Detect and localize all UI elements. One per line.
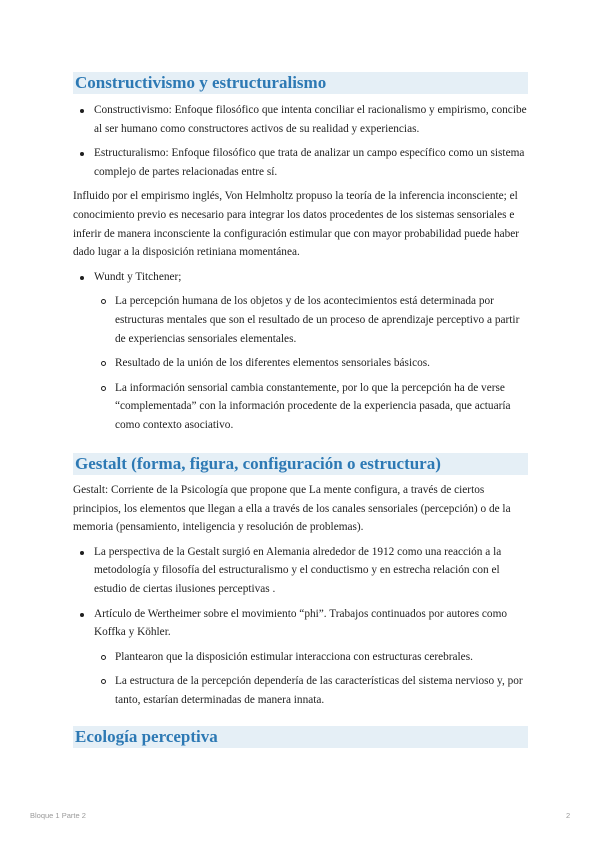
bullet-list <box>73 543 528 642</box>
section-title: Constructivismo y estructuralismo <box>73 72 528 94</box>
footer-left: Bloque 1 Parte 2 <box>30 811 86 820</box>
circle-bullet-icon <box>101 679 106 684</box>
circle-bullet-icon <box>101 655 106 660</box>
sub-list-item: La percepción humana de los objetos y de los acontecimientos está determinada por estructuras mentales que son el resultado de un proceso de aprendizaje perceptivo a partir de experiencias sensoriales elementales. <box>73 292 528 348</box>
list-item: Artículo de Wertheimer sobre el movimiento “phi”. Trabajos continuados por autores como Koffka y Köhler. <box>73 605 528 642</box>
paragraph: Influido por el empirismo inglés, Von Helmholtz propuso la teoría de la inferencia inconsciente; el conocimiento previo es necesario para integrar los datos procedentes de los sistemas sensoriales e inferir de manera inconsciente la configuración estimular que con mayor probabilidad puede haber dado lugar a la disposición retiniana momentánea. <box>73 190 520 259</box>
section-constructivismo <box>73 72 528 435</box>
bullet-list <box>73 268 528 287</box>
sub-list-item: La estructura de la percepción dependería de las características del sistema nervioso y, por tanto, estarían determinadas de manera innata. <box>73 672 528 709</box>
bullet-icon <box>80 152 84 156</box>
bullet-icon <box>80 613 84 617</box>
circle-bullet-icon <box>101 361 106 366</box>
circle-bullet-icon <box>101 386 106 391</box>
bullet-icon <box>80 109 84 113</box>
bullet-icon <box>80 551 84 555</box>
section-ecologia <box>73 726 528 748</box>
page-number: 2 <box>566 811 571 820</box>
list-item: Constructivismo: Enfoque filosófico que intenta conciliar el racionalismo y empirismo, concibe al ser humano como constructores activos de su realidad y experiencias. <box>73 101 528 138</box>
section-gestalt <box>73 453 528 710</box>
paragraph: Gestalt: Corriente de la Psicología que propone que La mente configura, a través de ciertos principios, los elementos que llegan a ella a través de los canales sensoriales (percepción) o de la memoria (pensamiento, inteligencia y resolución de problemas). <box>73 484 511 534</box>
bullet-icon <box>80 276 84 280</box>
sub-list-item: Plantearon que la disposición estimular interacciona con estructuras cerebrales. <box>73 648 528 667</box>
sub-list-item: Resultado de la unión de los diferentes elementos sensoriales básicos. <box>73 354 528 373</box>
section-title: Ecología perceptiva <box>73 726 528 748</box>
sub-list-item: La información sensorial cambia constantemente, por lo que la percepción ha de verse “complementada” con la información procedente de la experiencia pasada, que actuaría como contexto asociativo. <box>73 379 528 435</box>
bullet-list <box>73 101 528 181</box>
sub-bullet-list <box>73 292 528 434</box>
section-title: Gestalt (forma, figura, configuración o estructura) <box>73 453 528 475</box>
list-item: Estructuralismo: Enfoque filosófico que trata de analizar un campo específico como un sistema complejo de partes relacionadas entre sí. <box>73 144 528 181</box>
list-item: Wundt y Titchener; <box>73 268 528 287</box>
list-item: La perspectiva de la Gestalt surgió en Alemania alrededor de 1912 como una reacción a la metodología y filosofía del estructuralismo y el conductismo y en estrecha relación con el estudio de ciertas ilusiones perceptivas . <box>73 543 528 599</box>
circle-bullet-icon <box>101 299 106 304</box>
sub-bullet-list <box>73 648 528 710</box>
